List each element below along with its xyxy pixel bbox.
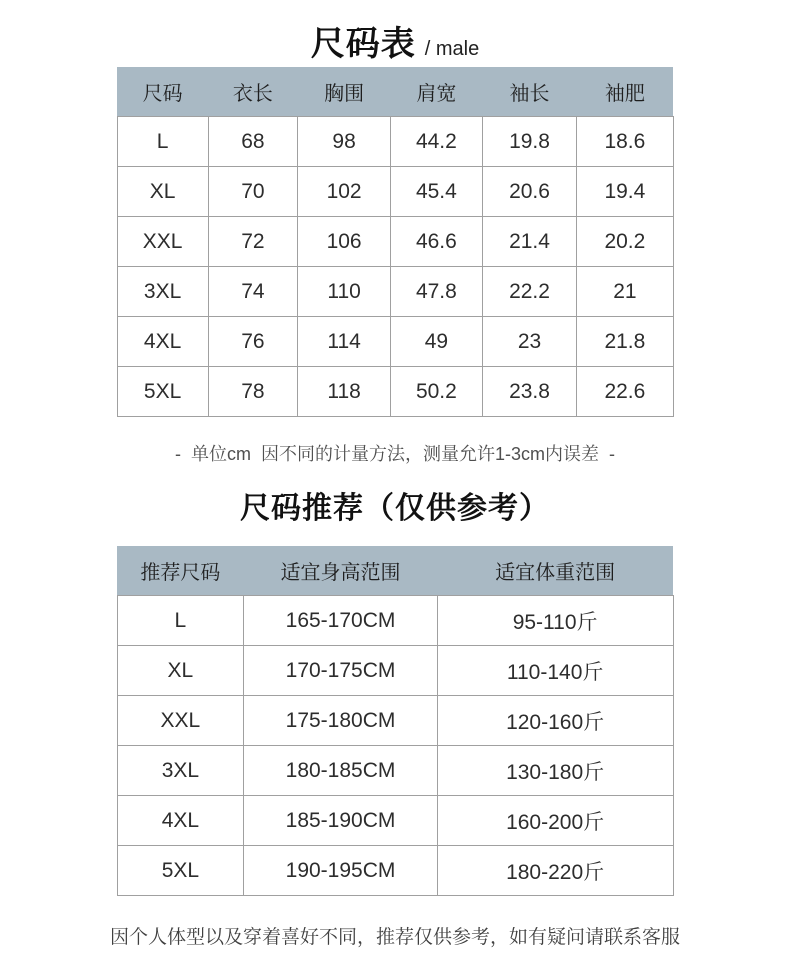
value-cell: 118 [298, 367, 391, 417]
value-cell: 23.8 [482, 367, 577, 417]
table-row [117, 846, 673, 896]
size-label-cell: 3XL [117, 746, 244, 796]
value-cell: 120-160斤 [437, 696, 673, 746]
size-measurements-table [117, 67, 674, 417]
value-cell: 19.8 [482, 117, 577, 167]
table-row [117, 796, 673, 846]
value-cell: 74 [208, 267, 298, 317]
table-row [117, 217, 673, 267]
value-cell: 20.2 [577, 217, 673, 267]
value-cell: 21 [577, 267, 673, 317]
table-row [117, 317, 673, 367]
column-header: 适宜体重范围 [437, 546, 673, 596]
table-row [117, 267, 673, 317]
value-cell: 98 [298, 117, 391, 167]
recommend-title: 尺码推荐（仅供参考） [240, 492, 550, 525]
page-title-main: 尺码表 [310, 25, 416, 63]
value-cell: 18.6 [577, 117, 673, 167]
size-label-cell: 4XL [117, 796, 244, 846]
size-label-cell: XXL [117, 217, 208, 267]
unit-tolerance-note: - 单位cm 因不同的计量方法，测量允许1-3cm内误差 - [175, 444, 615, 464]
value-cell: 22.2 [482, 267, 577, 317]
table-row [117, 367, 673, 417]
size-recommend-table [117, 546, 674, 896]
value-cell: 45.4 [391, 167, 483, 217]
column-header: 适宜身高范围 [244, 546, 437, 596]
footer-disclaimer: 因个人体型以及穿着喜好不同，推荐仅供参考，如有疑问请联系客服 [109, 927, 680, 948]
value-cell: 114 [298, 317, 391, 367]
size-label-cell: L [117, 596, 244, 646]
value-cell: 49 [391, 317, 483, 367]
size-table-body [117, 117, 673, 417]
value-cell: 106 [298, 217, 391, 267]
column-header: 袖长 [482, 67, 577, 117]
value-cell: 47.8 [391, 267, 483, 317]
value-cell: 185-190CM [244, 796, 437, 846]
value-cell: 72 [208, 217, 298, 267]
size-table-header-row [117, 67, 673, 117]
value-cell: 180-185CM [244, 746, 437, 796]
size-label-cell: XXL [117, 696, 244, 746]
size-label-cell: 5XL [117, 846, 244, 896]
table-row [117, 746, 673, 796]
value-cell: 68 [208, 117, 298, 167]
value-cell: 19.4 [577, 167, 673, 217]
size-label-cell: 5XL [117, 367, 208, 417]
size-label-cell: XL [117, 167, 208, 217]
value-cell: 44.2 [391, 117, 483, 167]
value-cell: 50.2 [391, 367, 483, 417]
value-cell: 46.6 [391, 217, 483, 267]
size-label-cell: L [117, 117, 208, 167]
page-title [0, 0, 790, 63]
value-cell: 20.6 [482, 167, 577, 217]
value-cell: 175-180CM [244, 696, 437, 746]
value-cell: 22.6 [577, 367, 673, 417]
value-cell: 102 [298, 167, 391, 217]
value-cell: 95-110斤 [437, 596, 673, 646]
column-header: 胸围 [298, 67, 391, 117]
column-header: 衣长 [208, 67, 298, 117]
value-cell: 160-200斤 [437, 796, 673, 846]
value-cell: 23 [482, 317, 577, 367]
column-header: 袖肥 [577, 67, 673, 117]
value-cell: 21.4 [482, 217, 577, 267]
table-row [117, 696, 673, 746]
value-cell: 170-175CM [244, 646, 437, 696]
recommend-table-header-row [117, 546, 673, 596]
value-cell: 180-220斤 [437, 846, 673, 896]
value-cell: 70 [208, 167, 298, 217]
value-cell: 110 [298, 267, 391, 317]
value-cell: 190-195CM [244, 846, 437, 896]
column-header: 肩宽 [391, 67, 483, 117]
column-header: 推荐尺码 [117, 546, 244, 596]
value-cell: 110-140斤 [437, 646, 673, 696]
page-title-suffix: / male [424, 38, 480, 60]
table-row [117, 596, 673, 646]
column-header: 尺码 [117, 67, 208, 117]
size-label-cell: 3XL [117, 267, 208, 317]
value-cell: 130-180斤 [437, 746, 673, 796]
table-row [117, 167, 673, 217]
value-cell: 165-170CM [244, 596, 437, 646]
table-row [117, 646, 673, 696]
value-cell: 76 [208, 317, 298, 367]
value-cell: 21.8 [577, 317, 673, 367]
value-cell: 78 [208, 367, 298, 417]
size-label-cell: 4XL [117, 317, 208, 367]
table-row [117, 117, 673, 167]
size-label-cell: XL [117, 646, 244, 696]
recommend-table-body [117, 596, 673, 896]
